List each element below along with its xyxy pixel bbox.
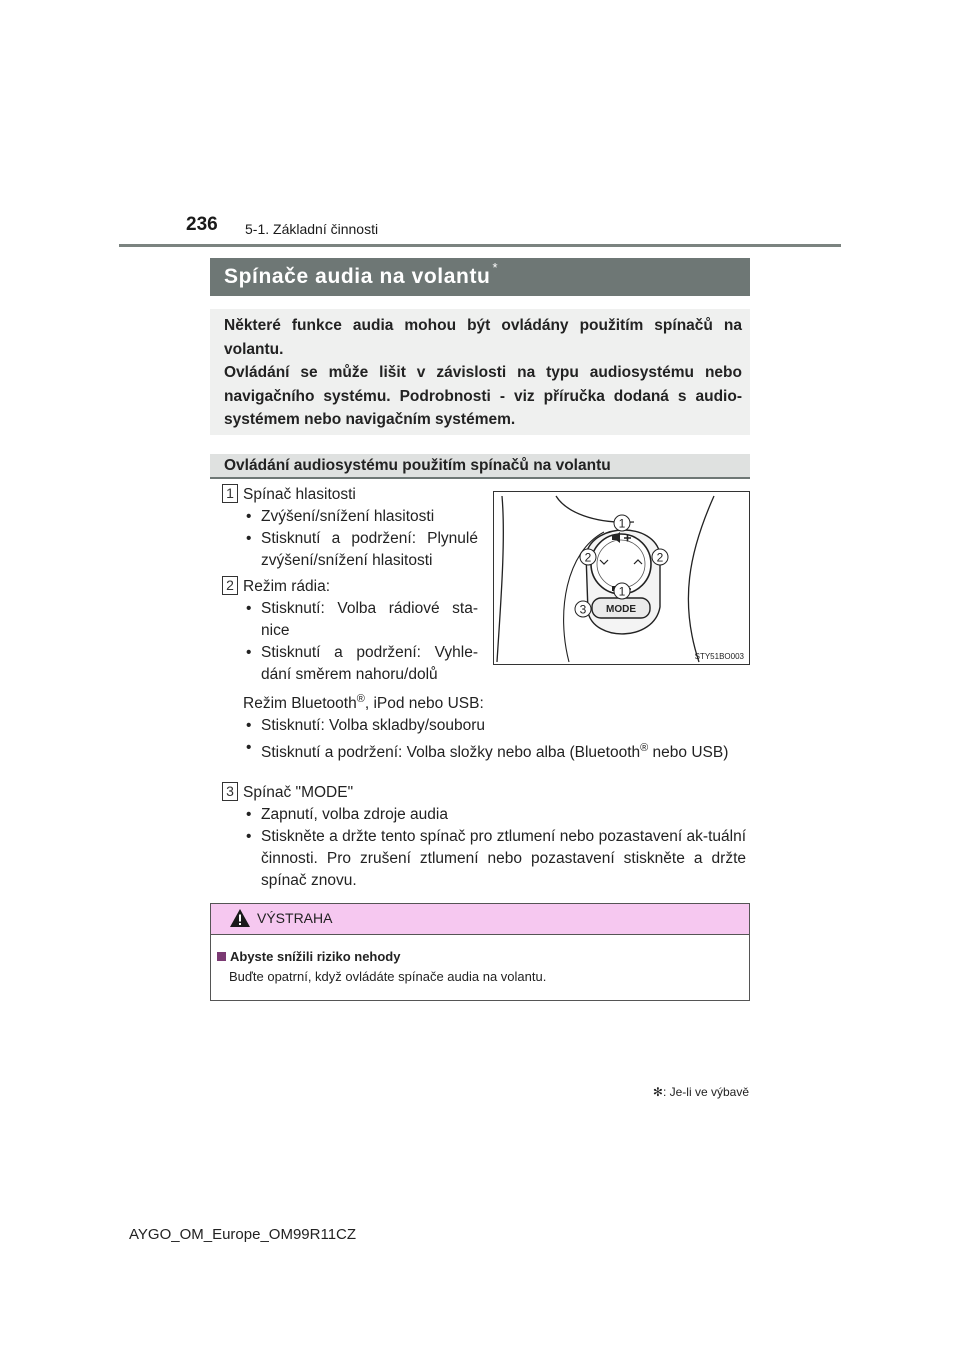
warning-label: VÝSTRAHA bbox=[257, 910, 333, 926]
warning-body bbox=[211, 935, 749, 987]
item-3 bbox=[243, 782, 746, 892]
header-divider bbox=[119, 244, 841, 247]
intro-box bbox=[210, 309, 750, 435]
callout-1-top: 1 bbox=[618, 516, 626, 531]
item-2-bluetooth bbox=[243, 688, 746, 764]
intro-paragraph-2: Ovládání se může lišit v závislosti na typu audiosystému nebo navigačního systému. Podrobnosti - viz příručka dodaná s audio-systémem nebo navigačním systémem. bbox=[224, 364, 742, 428]
steering-wheel-illustration bbox=[494, 492, 749, 664]
callout-3: 3 bbox=[579, 602, 587, 617]
callout-2-right: 2 bbox=[656, 550, 664, 565]
item-3-bullet-2: • Stiskněte a držte tento spínač pro ztlumení nebo pozastavení ak-tuální činnosti. Pro zrušení ztlumení nebo pozastavení stiskněte a držte spínač znovu. bbox=[244, 826, 746, 892]
subheading: Ovládání audiosystému použitím spínačů na volantu bbox=[210, 454, 750, 479]
item-2-bt-bullet-2: • Stisknutí a podržení: Volba složky nebo alba (Bluetooth® nebo USB) bbox=[244, 737, 746, 764]
warning-box bbox=[210, 903, 750, 1001]
item-2-title: Režim rádia: bbox=[243, 578, 330, 595]
item-1-bullet-1: • Zvýšení/snížení hlasitosti bbox=[244, 506, 478, 528]
warning-text: Buďte opatrní, když ovládáte spínače audia na volantu. bbox=[229, 969, 547, 984]
item-1 bbox=[243, 484, 478, 572]
section-label: 5-1. Základní činnosti bbox=[245, 221, 379, 237]
warning-header bbox=[211, 904, 749, 935]
item-2-bullet-1: • Stisknutí: Volba rádiové sta-nice bbox=[244, 598, 478, 642]
item-2-bullet-2: • Stisknutí a podržení: Vyhle-dání směrem nahoru/dolů bbox=[244, 642, 478, 686]
mode-button-label: MODE bbox=[606, 604, 636, 615]
item-3-title: Spínač "MODE" bbox=[243, 784, 354, 801]
intro-paragraph-1: Některé funkce audia mohou být ovládány použitím spínačů na volantu. bbox=[224, 317, 742, 358]
item-2-radio bbox=[243, 576, 478, 686]
callout-1-bottom: 1 bbox=[618, 584, 626, 599]
item-3-bullet-1: • Zapnutí, volba zdroje audia bbox=[244, 804, 746, 826]
optional-equipment-star-icon: * bbox=[492, 260, 499, 275]
item-2-badge: 2 bbox=[222, 576, 238, 595]
item-1-title: Spínač hlasitosti bbox=[243, 486, 356, 503]
item-2-bluetooth-title: Režim Bluetooth®, iPod nebo USB: bbox=[243, 693, 484, 713]
page-title-text: Spínače audia na volantu bbox=[224, 265, 491, 288]
page-title bbox=[210, 258, 750, 296]
item-1-badge: 1 bbox=[222, 484, 238, 503]
item-2-bt-bullet-1: • Stisknutí: Volba skladby/souboru bbox=[244, 715, 746, 737]
figure-code: STY51BO003 bbox=[694, 652, 744, 661]
footnote: ✻: Je-li ve výbavě bbox=[652, 1085, 749, 1099]
document-code: AYGO_OM_Europe_OM99R11CZ bbox=[129, 1226, 357, 1243]
steering-switch-figure bbox=[493, 491, 750, 665]
square-bullet-icon bbox=[217, 952, 226, 961]
warning-title: Abyste snížili riziko nehody bbox=[230, 949, 401, 964]
callout-2-left: 2 bbox=[584, 550, 592, 565]
page-number: 236 bbox=[186, 214, 218, 235]
item-3-badge: 3 bbox=[222, 782, 238, 801]
warning-triangle-icon bbox=[229, 908, 251, 928]
item-1-bullet-2: • Stisknutí a podržení: Plynulé zvýšení/snížení hlasitosti bbox=[244, 528, 478, 572]
